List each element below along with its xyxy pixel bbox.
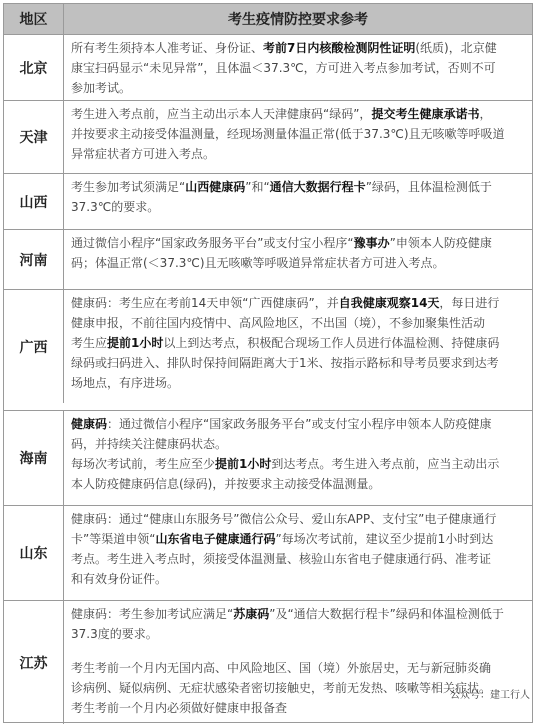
text-segment: 考生进入考点前，应当主动出示本人天津健康码“绿码”， xyxy=(71,107,372,121)
text-segment: 37.3度的要求。 xyxy=(71,627,158,641)
text-line xyxy=(71,293,526,313)
province-name: 山西 xyxy=(4,174,64,229)
text-segment: 绿码或扫码进入、排队时保持间隔距离大于1米、按指示路标和导考员要求到达考 xyxy=(71,356,499,370)
paragraph-gap xyxy=(71,644,526,658)
text-segment: 考生考前一个月内无国内高、中风险地区、国（境）外旅居史，无与新冠肺炎确 xyxy=(71,661,492,675)
province-name: 天津 xyxy=(4,101,64,173)
highlighted-text: 考前7日内核酸检测阴性证明 xyxy=(263,41,416,55)
text-segment: ”申领本人防疫健康 xyxy=(389,236,492,250)
region-column-header: 地区 xyxy=(4,4,64,34)
text-line xyxy=(71,414,526,434)
highlighted-text: 自我健康观察14天 xyxy=(338,296,440,310)
text-segment: 码，并持续关注健康码状态。 xyxy=(71,437,228,451)
text-segment: 健康码：考生应在考前14天申领“广西健康码”，并 xyxy=(71,296,339,310)
text-segment: 考生考前一个月内必须做好健康申报备查 xyxy=(71,701,288,715)
requirement-text xyxy=(64,230,532,289)
text-segment: 卡”等渠道申领“ xyxy=(71,532,156,546)
text-segment: ”及“通信大数据行程卡”绿码和体温检测低于 xyxy=(269,607,504,621)
text-line xyxy=(71,253,526,273)
table-row xyxy=(4,34,532,100)
text-segment: 考生应 xyxy=(71,336,108,350)
text-line xyxy=(71,38,526,58)
text-segment: ”绿码，且体温检测低于 xyxy=(365,180,492,194)
table-row xyxy=(4,100,532,173)
province-name: 江苏 xyxy=(4,601,64,724)
province-name: 北京 xyxy=(4,35,64,100)
text-segment: 康宝扫码显示“未见异常”，且体温＜37.3℃，方可进入考点参加考试，否则不可 xyxy=(71,61,496,75)
highlighted-text: 山西健康码 xyxy=(185,180,246,194)
text-segment: 37.3℃的要求。 xyxy=(71,200,160,214)
text-segment: ， xyxy=(479,107,492,121)
province-name: 海南 xyxy=(4,411,64,505)
epidemic-requirements-table xyxy=(3,3,533,723)
text-line xyxy=(71,353,526,373)
text-line xyxy=(71,529,526,549)
text-line xyxy=(71,569,526,589)
text-line xyxy=(71,434,526,454)
requirement-text xyxy=(64,411,532,505)
text-segment: 健康申报，不前往国内疫情中、高风险地区，不出国（境），不参加聚集性活动 xyxy=(71,316,486,330)
province-name: 河南 xyxy=(4,230,64,289)
text-line xyxy=(71,104,526,124)
text-segment: 码；体温正常(＜37.3℃)且无咳嗽等呼吸道异常症状者方可进入考点。 xyxy=(71,256,445,270)
text-line xyxy=(71,78,526,98)
table-row xyxy=(4,173,532,229)
text-segment: 所有考生须持本人准考证、身份证、 xyxy=(71,41,264,55)
text-line xyxy=(71,177,526,197)
text-line xyxy=(71,474,526,494)
text-line xyxy=(71,58,526,78)
table-title: 考生疫情防控要求参考 xyxy=(228,12,368,28)
text-segment: 考生参加考试须满足“ xyxy=(71,180,186,194)
highlighted-text: 通信大数据行程卡 xyxy=(269,180,366,194)
text-segment: 每场次考试前，考生应至少 xyxy=(71,457,216,471)
province-name: 山东 xyxy=(4,506,64,600)
text-line xyxy=(71,233,526,253)
text-segment: 参加考试。 xyxy=(71,81,132,95)
text-segment: 通过微信小程序“国家政务服务平台”或支付宝小程序“ xyxy=(71,236,354,250)
text-line xyxy=(71,313,526,333)
text-line xyxy=(71,509,526,529)
text-segment: ：通过微信小程序“国家政务服务平台”或支付宝小程序申领本人防疫健康 xyxy=(107,417,492,431)
text-segment: 健康码：通过“健康山东服务号”微信公众号、爱山东APP、支付宝”电子健康通行 xyxy=(71,512,497,526)
highlighted-text: 健康码 xyxy=(71,417,108,431)
table-row xyxy=(4,410,532,505)
text-line xyxy=(71,197,526,217)
text-segment: 考点。考生进入考点时，须接受体温测量、核验山东省电子健康通行码、准考证 xyxy=(71,552,492,566)
text-segment: ”每场次考试前，建议至少提前1小时到达 xyxy=(275,532,494,546)
text-segment: 和有效身份证件。 xyxy=(71,572,168,586)
text-segment: 异常症状者方可进入考点。 xyxy=(71,147,216,161)
highlighted-text: 提前1小时 xyxy=(215,457,272,471)
table-row xyxy=(4,505,532,600)
text-line xyxy=(71,624,526,644)
table-row xyxy=(4,600,532,724)
table-row xyxy=(4,289,532,403)
text-line xyxy=(71,604,526,624)
province-name: 广西 xyxy=(4,290,64,403)
text-line xyxy=(71,549,526,569)
text-line xyxy=(71,698,526,718)
requirement-text xyxy=(64,506,532,600)
text-segment: 健康码：考生参加考试应满足“ xyxy=(71,607,234,621)
text-segment: 本人防疫健康码信息(绿码)，并按要求主动接受体温测量。 xyxy=(71,477,381,491)
watermark: 公众号：建工行人 xyxy=(450,690,530,701)
text-segment: ，每日进行 xyxy=(439,296,500,310)
highlighted-text: 山东省电子健康通行码 xyxy=(155,532,276,546)
text-line xyxy=(71,333,526,353)
requirement-text xyxy=(64,174,532,229)
text-segment: 以上到达考点，积极配合现场工作人员进行体温检测、持健康码 xyxy=(163,336,500,350)
requirement-text xyxy=(64,601,532,724)
text-segment: ”和“ xyxy=(245,180,270,194)
text-line xyxy=(71,373,526,393)
text-line xyxy=(71,124,526,144)
highlighted-text: 提交考生健康承诺书 xyxy=(371,107,480,121)
text-segment: 并按要求主动接受体温测量，经现场测量体温正常(低于37.3℃)且无咳嗽等呼吸道 xyxy=(71,127,505,141)
requirement-text xyxy=(64,35,532,100)
highlighted-text: 苏康码 xyxy=(233,607,270,621)
text-segment: 场地点，有序进场。 xyxy=(71,376,180,390)
highlighted-text: 豫事办 xyxy=(353,236,390,250)
text-segment: 到达考点。考生进入考点前，应当主动出示 xyxy=(271,457,500,471)
requirement-text xyxy=(64,101,532,173)
highlighted-text: 提前1小时 xyxy=(107,336,164,350)
text-line xyxy=(71,144,526,164)
requirement-text xyxy=(64,290,532,403)
table-row xyxy=(4,229,532,289)
text-line xyxy=(71,658,526,678)
text-line xyxy=(71,454,526,474)
table-header xyxy=(4,4,532,34)
text-segment: 诊病例、疑似病例、无症状感染者密切接触史，考前无发热、咳嗽等相关症状。 xyxy=(71,681,492,695)
text-segment: (纸质)，北京健 xyxy=(415,41,497,55)
